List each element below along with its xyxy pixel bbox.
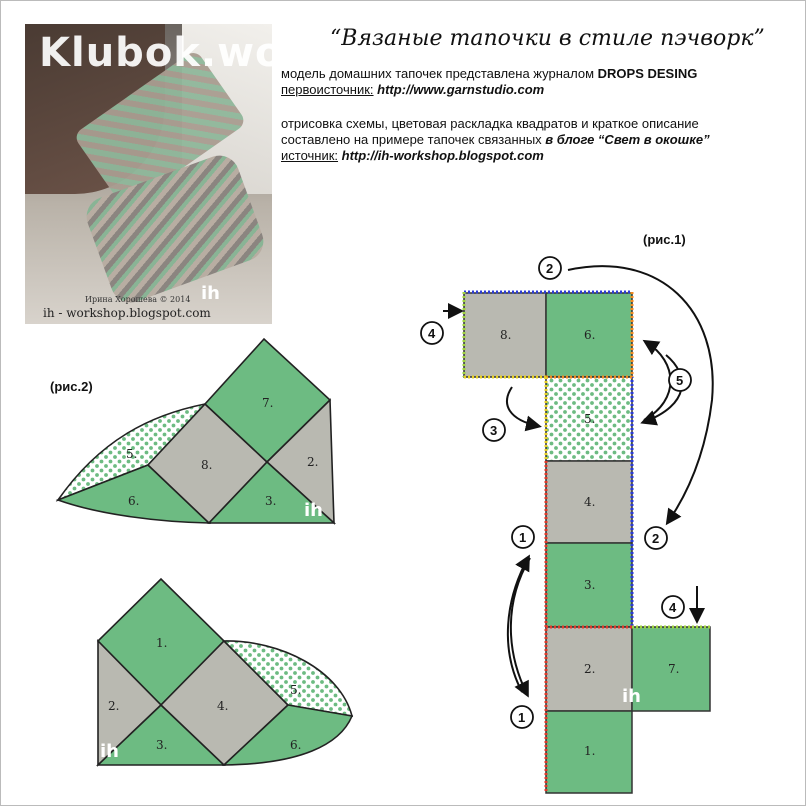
fig2-diagram — [58, 339, 334, 523]
source2-link[interactable]: http://ih-workshop.blogspot.com — [338, 148, 544, 163]
step-number: 1 — [518, 710, 526, 725]
label-8: 8. — [500, 328, 512, 342]
step-number: 2 — [652, 531, 660, 546]
arrow-3 — [507, 387, 538, 426]
photo-credit: Ирина Хорошева © 2014 — [85, 295, 191, 304]
label-6: 6. — [584, 328, 596, 342]
step-number: 4 — [428, 326, 436, 341]
fig3-label-1: 1. — [156, 636, 168, 650]
ih-watermark: ih — [201, 283, 220, 304]
fig3-label-3: 3. — [156, 738, 168, 752]
fig3-diagram — [98, 579, 352, 765]
fig3-label-4: 4. — [217, 699, 229, 713]
step-number: 4 — [669, 600, 677, 615]
description-line: отрисовка схемы, цветовая раскладка квадратов и краткое описание — [281, 116, 699, 131]
fig3-label-6: 6. — [290, 738, 302, 752]
fig2-label-3: 3. — [265, 494, 277, 508]
source-label: первоисточник: — [281, 82, 374, 97]
fig1-watermark: ih — [622, 686, 641, 707]
step-number: 2 — [546, 261, 554, 276]
step-number: 3 — [490, 423, 498, 438]
fig2-label-2: 2. — [307, 455, 319, 469]
fig2-watermark: ih — [304, 500, 323, 521]
fig2-label-7: 7. — [262, 396, 274, 410]
fig1-caption: (рис.1) — [643, 232, 686, 247]
blog-text: составлено на примере тапочек связанных — [281, 132, 546, 147]
brand-watermark: Klubok.work — [39, 30, 332, 76]
fig2-label-8: 8. — [201, 458, 213, 472]
source-link[interactable]: http://www.garnstudio.com — [373, 82, 545, 97]
fig1-squares — [464, 293, 710, 793]
magazine-text: модель домашних тапочек представлена журналом — [281, 66, 598, 81]
step-number: 1 — [519, 530, 527, 545]
fig2-label-5: 5. — [126, 447, 138, 461]
label-4: 4. — [584, 495, 596, 509]
fig2-label-6: 6. — [128, 494, 140, 508]
page-title: “Вязаные тапочки в стиле пэчворк” — [330, 26, 765, 51]
source2-label: источник: — [281, 148, 339, 163]
magazine-name: DROPS DESING — [597, 66, 698, 81]
fig3-label-2: 2. — [108, 699, 120, 713]
photo-blog: ih - workshop.blogspot.com — [43, 306, 211, 320]
step-number: 5 — [676, 373, 684, 388]
label-1: 1. — [584, 744, 596, 758]
label-5: 5. — [584, 412, 596, 426]
arrow-5b — [644, 342, 671, 420]
blog-name: в блоге “Свет в окошке” — [545, 132, 710, 147]
label-3: 3. — [584, 578, 596, 592]
label-7: 7. — [668, 662, 680, 676]
fig3-watermark: ih — [100, 741, 119, 762]
fig3-label-5: 5. — [290, 683, 302, 697]
label-2: 2. — [584, 662, 596, 676]
fig2-caption: (рис.2) — [50, 379, 93, 394]
